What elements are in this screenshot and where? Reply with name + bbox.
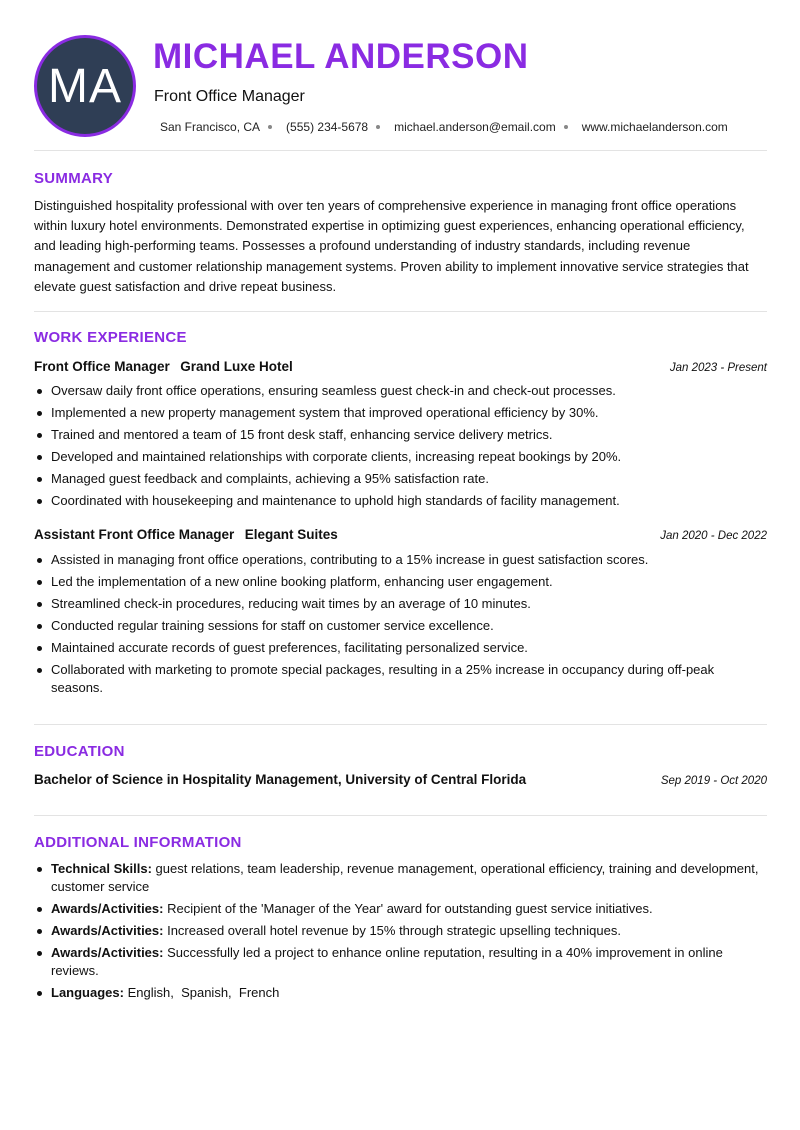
divider — [34, 815, 767, 816]
list-item: Oversaw daily front office operations, ensuring seamless guest check-in and check-out processes. — [34, 382, 767, 400]
job-title: Front Office Manager — [154, 88, 305, 105]
divider — [34, 150, 767, 151]
job-company: Elegant Suites — [244, 527, 338, 542]
job-role: Front Office Manager — [34, 359, 170, 374]
job-dates: Jan 2023 - Present — [669, 362, 767, 374]
education-entry — [34, 772, 767, 787]
job-company: Grand Luxe Hotel — [180, 359, 293, 374]
list-item: Assisted in managing front office operations, contributing to a 15% increase in guest satisfaction scores. — [34, 551, 767, 569]
list-item: Trained and mentored a team of 15 front desk staff, enhancing service delivery metrics. — [34, 426, 767, 444]
education-heading: EDUCATION — [34, 743, 125, 760]
separator-dot-icon — [376, 125, 380, 129]
job-header — [34, 526, 767, 544]
contact-phone[interactable]: (555) 234-5678 — [286, 120, 369, 134]
list-item — [34, 860, 767, 896]
item-text: Successfully led a project to enhance online reputation, resulting in a 40% improvement in online reviews. — [51, 945, 727, 978]
additional-info-list — [34, 860, 767, 1006]
list-item: Streamlined check-in procedures, reducing wait times by an average of 10 minutes. — [34, 595, 767, 613]
item-text: English, Spanish, French — [127, 985, 280, 1000]
contact-bar — [160, 120, 728, 134]
item-label: Awards/Activities: — [51, 945, 164, 960]
item-text: guest relations, team leadership, revenue management, operational efficiency, training and development, customer service — [51, 861, 763, 894]
contact-location: San Francisco, CA — [160, 120, 261, 134]
item-label: Awards/Activities: — [51, 923, 164, 938]
list-item: Coordinated with housekeeping and maintenance to uphold high standards of facility management. — [34, 492, 767, 510]
contact-website[interactable]: www.michaelanderson.com — [581, 120, 728, 134]
job-role: Assistant Front Office Manager — [34, 527, 235, 542]
item-label: Awards/Activities: — [51, 901, 164, 916]
list-item — [34, 984, 767, 1002]
contact-email[interactable]: michael.anderson@email.com — [394, 120, 556, 134]
item-label: Languages: — [51, 985, 124, 1000]
summary-text: Distinguished hospitality professional with over ten years of comprehensive experience in managing front office operations within luxury hotel environments. Demonstrated expertise in optimizing guest experiences, enhancing operational efficiency, and leading high-performing teams. Possesses a profound understanding of industry standards, including revenue management and customer relationship management systems. Proven ability to implement innovative service strategies that elevate guest satisfaction and drive repeat business. — [34, 198, 749, 294]
list-item: Collaborated with marketing to promote special packages, resulting in a 25% increase in occupancy during off-peak seasons. — [34, 661, 767, 697]
list-item: Managed guest feedback and complaints, achieving a 95% satisfaction rate. — [34, 470, 767, 488]
job-dates: Jan 2020 - Dec 2022 — [660, 530, 767, 542]
list-item — [34, 944, 767, 980]
item-text: Recipient of the 'Manager of the Year' award for outstanding guest service initiatives. — [167, 901, 653, 916]
list-item — [34, 922, 767, 940]
item-text: Increased overall hotel revenue by 15% through strategic upselling techniques. — [167, 923, 621, 938]
education-dates: Sep 2019 - Oct 2020 — [660, 775, 767, 787]
list-item: Maintained accurate records of guest preferences, facilitating personalized service. — [34, 639, 767, 657]
list-item: Implemented a new property management system that improved operational efficiency by 30%. — [34, 404, 767, 422]
divider — [34, 724, 767, 725]
additional-info-heading: ADDITIONAL INFORMATION — [34, 834, 242, 851]
work-experience-heading: WORK EXPERIENCE — [34, 329, 187, 346]
divider — [34, 311, 767, 312]
job-header — [34, 358, 767, 376]
job-bullets — [34, 382, 767, 514]
item-label: Technical Skills: — [51, 861, 152, 876]
candidate-name: MICHAEL ANDERSON — [153, 37, 529, 76]
degree: Bachelor of Science in Hospitality Management, University of Central Florida — [34, 772, 527, 787]
summary-heading: SUMMARY — [34, 170, 114, 187]
list-item: Developed and maintained relationships with corporate clients, increasing repeat bookings by 20%. — [34, 448, 767, 466]
avatar-initials: MA — [34, 35, 136, 137]
list-item — [34, 900, 767, 918]
separator-dot-icon — [268, 125, 272, 129]
job-bullets — [34, 551, 767, 701]
list-item: Led the implementation of a new online booking platform, enhancing user engagement. — [34, 573, 767, 591]
separator-dot-icon — [564, 125, 568, 129]
list-item: Conducted regular training sessions for staff on customer service excellence. — [34, 617, 767, 635]
